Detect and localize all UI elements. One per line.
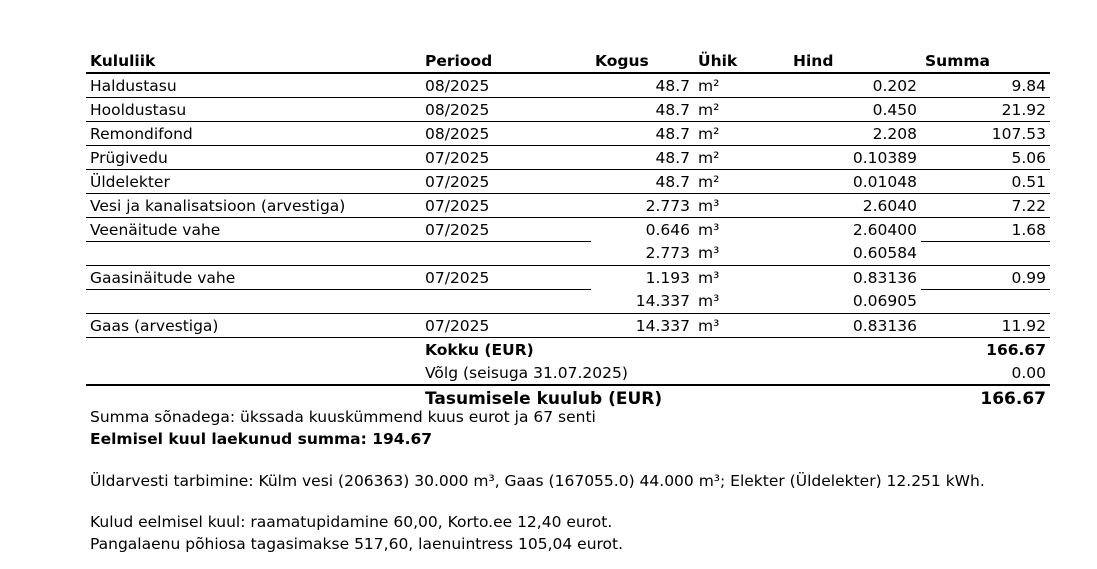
cell-qty: 48.7 [591,146,694,170]
cell-unit: m³ [694,194,789,218]
cell-price: 2.208 [789,122,921,146]
table-row [86,98,1050,122]
header-qty: Kogus [591,50,694,73]
cell-item: Prügivedu [86,146,421,170]
cell-period: 07/2025 [421,218,591,242]
cell-period: 07/2025 [421,146,591,170]
cell-qty: 14.337 [591,290,694,314]
cell-qty: 0.646 [645,220,690,239]
cell-period: 07/2025 [421,170,591,194]
header-sum: Summa [921,50,1050,73]
loan-repayment: Pangalaenu põhiosa tagasimakse 517,60, laenuintress 105,04 eurot. [90,535,624,553]
payable-value: 166.67 [980,389,1046,409]
cell-period: 08/2025 [421,122,591,146]
total-row [86,338,1050,362]
cell-item: Vesi ja kanalisatsioon (arvestiga) [86,194,421,218]
cell-unit: m² [694,98,789,122]
cell-price: 0.60584 [789,242,921,266]
cell-unit: m² [694,73,789,98]
cell-sum: 9.84 [921,73,1050,98]
cell-qty: 1.193 [645,268,690,287]
cell-price: 0.450 [789,98,921,122]
table-row [86,73,1050,98]
debt-label: Võlg (seisuga 31.07.2025) [421,361,921,385]
cell-price: 2.6040 [789,194,921,218]
cell-item: Remondifond [86,122,421,146]
cell-period [421,242,591,266]
debt-value: 0.00 [921,361,1050,385]
total-label: Kokku (EUR) [425,340,534,359]
sum-in-words: Summa sõnadega: ükssada kuuskümmend kuus eurot ja 67 senti [90,408,596,426]
general-meter-consumption: Üldarvesti tarbimine: Külm vesi (206363) 30.000 m³, Gaas (167055.0) 44.000 m³; Elekter (Üldelekter) 12.251 kWh. [90,472,985,490]
cell-price: 0.10389 [789,146,921,170]
table-row [86,266,1050,290]
table-row [86,122,1050,146]
cell-item: Gaas (arvestiga) [86,314,421,338]
cell-item: Hooldustasu [86,98,421,122]
cell-unit: m² [694,170,789,194]
cell-price: 2.60400 [852,220,917,239]
cell-sum: 7.22 [921,194,1050,218]
cell-unit: m³ [698,268,720,287]
cell-sum: 5.06 [921,146,1050,170]
cell-item: Veenäitude vahe [86,218,421,242]
debt-row [86,361,1050,385]
cell-sum: 11.92 [921,314,1050,338]
header-unit: Ühik [694,50,789,73]
debt-spacer [86,361,421,385]
table-row [86,146,1050,170]
table-row [86,314,1050,338]
table-row [86,218,1050,242]
table-row [86,170,1050,194]
cell-price: 0.83136 [789,314,921,338]
total-spacer [86,338,421,362]
cell-qty: 2.773 [591,242,694,266]
table-row [86,290,1050,314]
cell-sum: 107.53 [921,122,1050,146]
cell-item: Üldelekter [86,170,421,194]
total-value: 166.67 [986,340,1046,359]
cell-qty: 14.337 [591,314,694,338]
table-row [86,242,1050,266]
payable-label: Tasumisele kuulub (EUR) [425,389,663,409]
cell-item: Gaasinäitude vahe [86,266,421,290]
cell-period [421,290,591,314]
cell-item: Haldustasu [86,73,421,98]
cell-unit: m³ [698,220,720,239]
header-price: Hind [789,50,921,73]
cell-sum: 0.51 [921,170,1050,194]
cell-sum: 21.92 [921,98,1050,122]
cell-price: 0.01048 [789,170,921,194]
cell-item [86,290,421,314]
cell-sum [921,242,1050,266]
cell-period: 07/2025 [421,266,591,290]
table-row [86,194,1050,218]
cell-qty: 48.7 [591,122,694,146]
cell-qty: 48.7 [591,98,694,122]
cell-item [86,242,421,266]
cost-table [86,50,1050,412]
cell-unit: m³ [694,314,789,338]
cell-period: 07/2025 [421,314,591,338]
cell-period: 08/2025 [421,98,591,122]
cell-period: 08/2025 [421,73,591,98]
cell-unit: m³ [694,290,789,314]
table-header-row [86,50,1050,73]
cell-unit: m³ [694,242,789,266]
cell-qty: 2.773 [591,194,694,218]
cell-unit: m² [694,122,789,146]
cell-qty: 48.7 [591,73,694,98]
cell-price: 0.06905 [789,290,921,314]
cell-sum: 0.99 [921,266,1050,290]
prev-month-received: Eelmisel kuul laekunud summa: 194.67 [90,430,433,448]
cell-price: 0.202 [789,73,921,98]
cell-price: 0.83136 [852,268,917,287]
header-item: Kululiik [86,50,421,73]
cell-sum: 1.68 [921,218,1050,242]
header-period: Periood [421,50,591,73]
cell-qty: 48.7 [591,170,694,194]
cell-period: 07/2025 [421,194,591,218]
cell-sum [921,290,1050,314]
cell-unit: m² [694,146,789,170]
prev-month-costs: Kulud eelmisel kuul: raamatupidamine 60,00, Korto.ee 12,40 eurot. [90,513,613,531]
